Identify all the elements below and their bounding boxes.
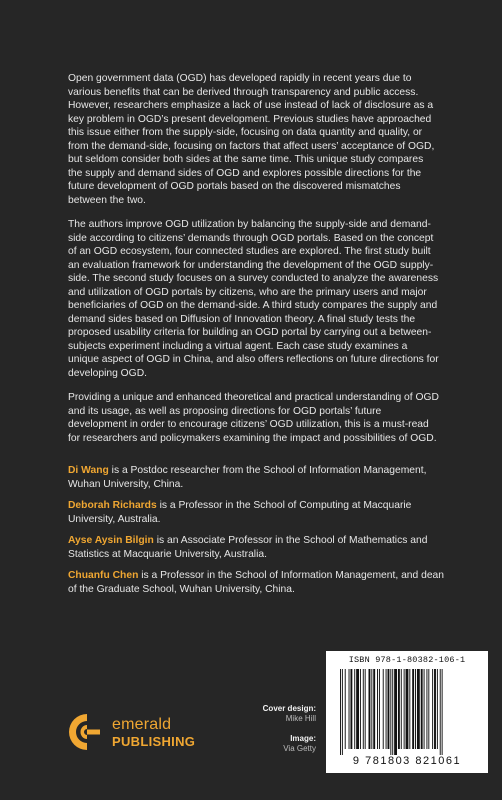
barcode-bar [442,669,443,755]
author-name: Deborah Richards [68,500,157,511]
barcode-bar [350,669,352,749]
barcode-bar [379,669,380,749]
barcode-icon [338,669,480,755]
barcode-bar [394,669,397,755]
author-bio [68,569,448,596]
barcode-bar [386,669,387,749]
blurb-paragraph-1: Open government data (OGD) has developed rapidly in recent years due to various benefits that can be derived through transparency and public access. However, researchers emphasize a lack of use instead of lack of disclosure as a key problem in OGD’s present development. Previous studies have approached this issue either from the supply-side, focusing on data quantity and quality, or from the demand-side, focusing on factors that affect users’ acceptance of OGD, but seldom consider both sides at the same time. This unique study compares the supply and demand sides of OGD and explores possible directions for the future development of OGD portals based on the discovered mismatches between the two. [68,73,435,206]
barcode-digits: 9 781803 821061 [352,755,462,767]
barcode-bar [345,669,346,749]
barcode-bar [360,669,361,749]
barcode-bar [349,669,350,749]
author-name: Ayse Aysin Bilgin [68,535,154,546]
author-bio [68,464,448,491]
barcode-bar [437,669,438,749]
barcode-bar [432,669,433,749]
cover-credits [226,704,316,764]
blurb-paragraph-2: The authors improve OGD utilization by balancing the supply-side and demand-side according to citizens’ demands through OGD portals. Based on the concept of an OGD ecosystem, four connected studies are explored. The first study built an evaluation framework for understanding the development of the OGD supply-side. The second study focuses on a survey conducted to analyze the awareness and utilization of OGD portals by citizens, who are the primary users and major beneficiaries of OGD on the demand-side. A third study compares the supply and demand sides based on Diffusion of Innovation theory. A final study tests the proposed usability criteria for building an OGD portal by carrying out a between-subjects experiment including a virtual agent. Each case study examines a unique aspect of OGD in China, and also offers reflections on future directions for developing OGD. [68,219,439,379]
barcode-bar [369,669,371,749]
barcode-bar [383,669,384,749]
author-name: Chuanfu Chen [68,570,139,581]
barcode-bar [388,669,390,749]
barcode-bar [415,669,416,749]
barcode-bar [428,669,429,749]
barcode-bar [404,669,405,749]
barcode-bar [392,669,393,755]
isbn-barcode-box [326,651,488,773]
barcode-bar [398,669,400,749]
author-name: Di Wang [68,465,109,476]
publisher-subname: PUBLISHING [112,734,196,749]
barcode-bar [401,669,402,749]
author-bios [68,464,448,604]
barcode-bar [434,669,436,749]
barcode-bar [417,669,420,749]
author-description: is a Professor in the School of Computing at Macquarie University, Australia. [68,500,412,525]
barcode-bar [390,669,391,755]
barcode-bar [365,669,366,749]
barcode-bar [371,669,372,749]
emerald-logo-icon [68,712,106,752]
author-bio [68,499,448,526]
author-bio [68,534,448,561]
barcode-bar [406,669,409,749]
barcode-bar [363,669,364,749]
barcode-bar [377,669,378,749]
publisher-logo [68,712,198,752]
author-description: is an Associate Professor in the School of Mathematics and Statistics at Macquarie University, Australia. [68,535,428,560]
barcode-bar [424,669,425,749]
barcode-bar [342,669,343,755]
image-credit-value: Via Getty [283,744,316,753]
barcode-bar [356,669,359,749]
author-description: is a Postdoc researcher from the School of Information Management, Wuhan University, China. [68,465,427,490]
author-description: is a Professor in the School of Information Management, and dean of the Graduate School, Wuhan University, China. [68,570,445,595]
blurb-paragraph-3: Providing a unique and enhanced theoretical and practical understanding of OGD and its usage, as well as proposing directions for OGD portals’ future development in order to encourage citizens’ OGD utilization, this is a must-read for researchers and policymakers examining the impact and possibilities of OGD. [68,392,439,444]
cover-design-value: Mike Hill [285,714,316,723]
barcode-bar [340,669,341,755]
barcode-bar [354,669,355,749]
image-credit-label: Image: [290,734,316,743]
isbn-label: ISBN 978-1-80382-106-1 [348,655,466,665]
barcode-bar [373,669,375,749]
cover-design-label: Cover design: [262,704,316,713]
publisher-name: emerald [112,716,172,733]
barcode-bar [412,669,414,749]
barcode-bar [421,669,423,749]
barcode-bar [426,669,427,749]
barcode-bar [409,669,410,749]
blurb-text [68,72,440,456]
barcode-bar [440,669,441,755]
